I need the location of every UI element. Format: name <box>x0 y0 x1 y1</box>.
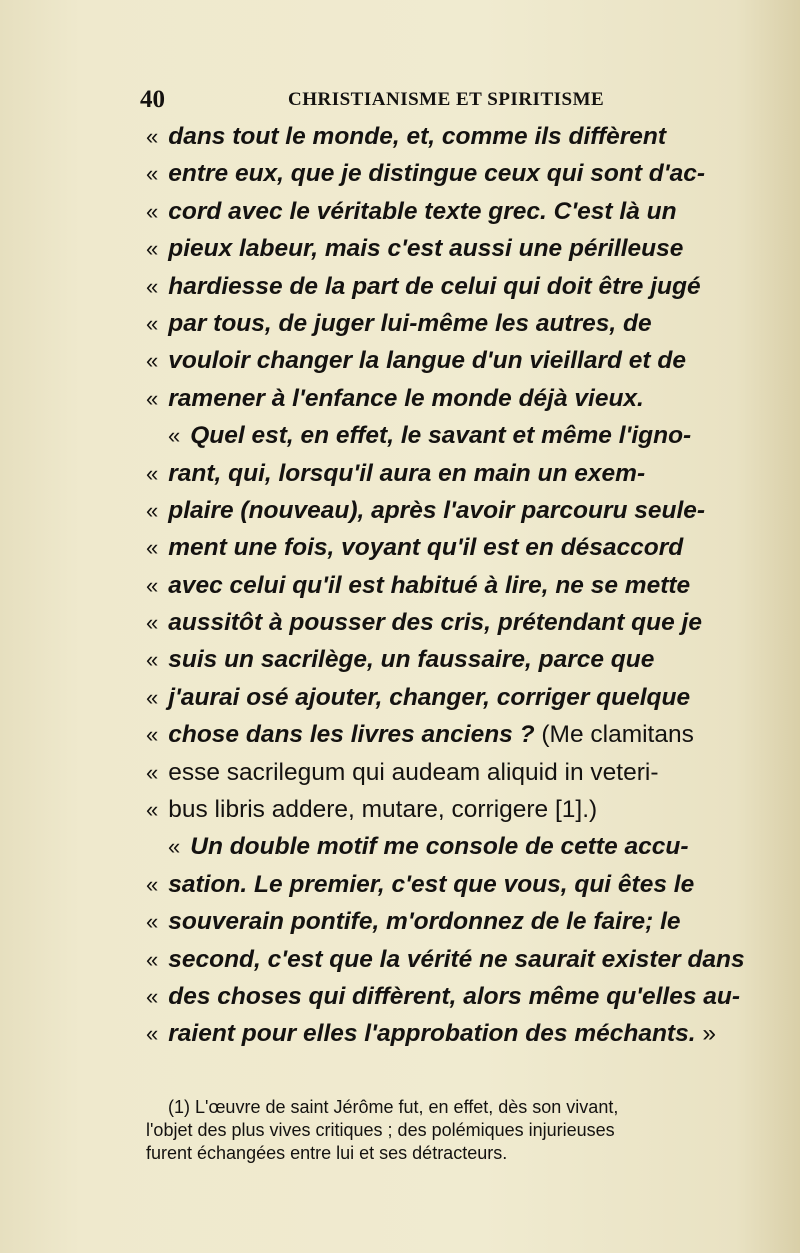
quote-mark: « <box>146 871 159 897</box>
quote-mark: « <box>146 572 159 598</box>
quote-mark: « <box>146 198 159 224</box>
italic-text: souverain pontife, m'ordonnez de le faire; le <box>168 908 681 936</box>
text-line-paragraph-start <box>146 828 736 865</box>
quote-mark: « <box>146 1021 159 1047</box>
quote-mark: « <box>146 385 159 411</box>
quote-mark: « <box>146 722 159 748</box>
text-line <box>146 380 736 417</box>
text-line <box>146 193 736 230</box>
quote-mark: « <box>146 236 159 262</box>
roman-text: bus libris addere, mutare, corrigere [1].) <box>168 796 598 824</box>
quote-mark: « <box>146 460 159 486</box>
italic-text: plaire (nouveau), après l'avoir parcouru seule- <box>168 496 706 524</box>
quote-mark: « <box>146 348 159 374</box>
text-line <box>146 866 736 903</box>
text-line <box>146 118 736 155</box>
italic-text: sation. Le premier, c'est que vous, qui êtes le <box>168 870 695 898</box>
italic-text: ramener à l'enfance le monde déjà vieux. <box>168 384 644 412</box>
roman-text: (Me clamitans <box>534 721 694 749</box>
italic-text: entre eux, que je distingue ceux qui sont d'ac- <box>168 160 706 188</box>
text-line <box>146 1015 736 1052</box>
quote-mark: « <box>146 161 159 187</box>
quote-mark: « <box>146 983 159 1009</box>
text-line <box>146 268 736 305</box>
text-line <box>146 941 745 978</box>
quote-mark: « <box>146 535 159 561</box>
text-line <box>146 641 736 678</box>
quote-mark: « <box>146 946 159 972</box>
text-line <box>146 230 736 267</box>
italic-text: suis un sacrilège, un faussaire, parce que <box>168 646 655 674</box>
italic-text: des choses qui diffèrent, alors même qu'elles au- <box>168 982 741 1010</box>
italic-text: ment une fois, voyant qu'il est en désaccord <box>168 534 684 562</box>
text-line <box>146 342 736 379</box>
page-number: 40 <box>140 86 165 113</box>
italic-text: Quel est, en effet, le savant et même l'igno- <box>190 422 692 450</box>
text-line-latin <box>146 754 736 791</box>
italic-text: pieux labeur, mais c'est aussi une périlleuse <box>168 235 684 263</box>
text-line <box>146 492 736 529</box>
text-line <box>146 529 736 566</box>
text-line <box>146 567 736 604</box>
page-header <box>140 86 640 114</box>
quote-mark: « <box>168 834 181 860</box>
text-line <box>146 903 736 940</box>
roman-text: esse sacrilegum qui audeam aliquid in veteri- <box>168 758 659 786</box>
footnote <box>146 1096 736 1165</box>
italic-text: par tous, de juger lui-même les autres, de <box>168 309 652 337</box>
quote-mark: « <box>146 759 159 785</box>
italic-text: cord avec le véritable texte grec. C'est là un <box>168 197 677 225</box>
roman-text: » <box>695 1020 716 1048</box>
text-line <box>146 604 736 641</box>
quote-mark: « <box>146 497 159 523</box>
italic-text: vouloir changer la langue d'un vieillard et de <box>168 347 686 375</box>
italic-text: raient pour elles l'approbation des méchants. <box>168 1020 696 1048</box>
text-line <box>146 679 736 716</box>
text-line <box>146 716 736 753</box>
quote-mark: « <box>146 273 159 299</box>
quote-mark: « <box>168 423 181 449</box>
footnote-line: l'objet des plus vives critiques ; des polémiques injurieuses <box>146 1120 615 1140</box>
footnote-line: furent échangées entre lui et ses détracteurs. <box>146 1143 508 1163</box>
quote-mark: « <box>146 684 159 710</box>
italic-text: hardiesse de la part de celui qui doit être jugé <box>168 272 701 300</box>
text-line <box>146 305 736 342</box>
quote-mark: « <box>146 124 159 149</box>
italic-text: Un double motif me console de cette accu- <box>190 833 689 861</box>
text-line-latin <box>146 791 736 828</box>
italic-text: rant, qui, lorsqu'il aura en main un exem- <box>168 459 646 487</box>
text-line <box>146 155 736 192</box>
quote-mark: « <box>146 909 159 935</box>
body-text <box>146 118 745 1053</box>
italic-text: j'aurai osé ajouter, changer, corriger quelque <box>168 683 691 711</box>
footnote-line: (1) L'œuvre de saint Jérôme fut, en effet, dès son vivant, <box>168 1097 619 1117</box>
quote-mark: « <box>146 310 159 336</box>
text-line <box>146 455 736 492</box>
italic-text: second, c'est que la vérité ne saurait exister dans <box>168 945 745 973</box>
running-head: CHRISTIANISME ET SPIRITISME <box>288 89 605 110</box>
quote-mark: « <box>146 647 159 673</box>
italic-text: avec celui qu'il est habitué à lire, ne se mette <box>168 571 691 599</box>
text-line-paragraph-start <box>146 417 736 454</box>
italic-text: chose dans les livres anciens ? <box>168 721 535 749</box>
italic-text: aussitôt à pousser des cris, prétendant que je <box>168 609 702 637</box>
quote-mark: « <box>146 610 159 636</box>
quote-mark: « <box>146 797 159 823</box>
text-line <box>146 978 741 1015</box>
italic-text: dans tout le monde, et, comme ils diffèrent <box>168 123 667 150</box>
